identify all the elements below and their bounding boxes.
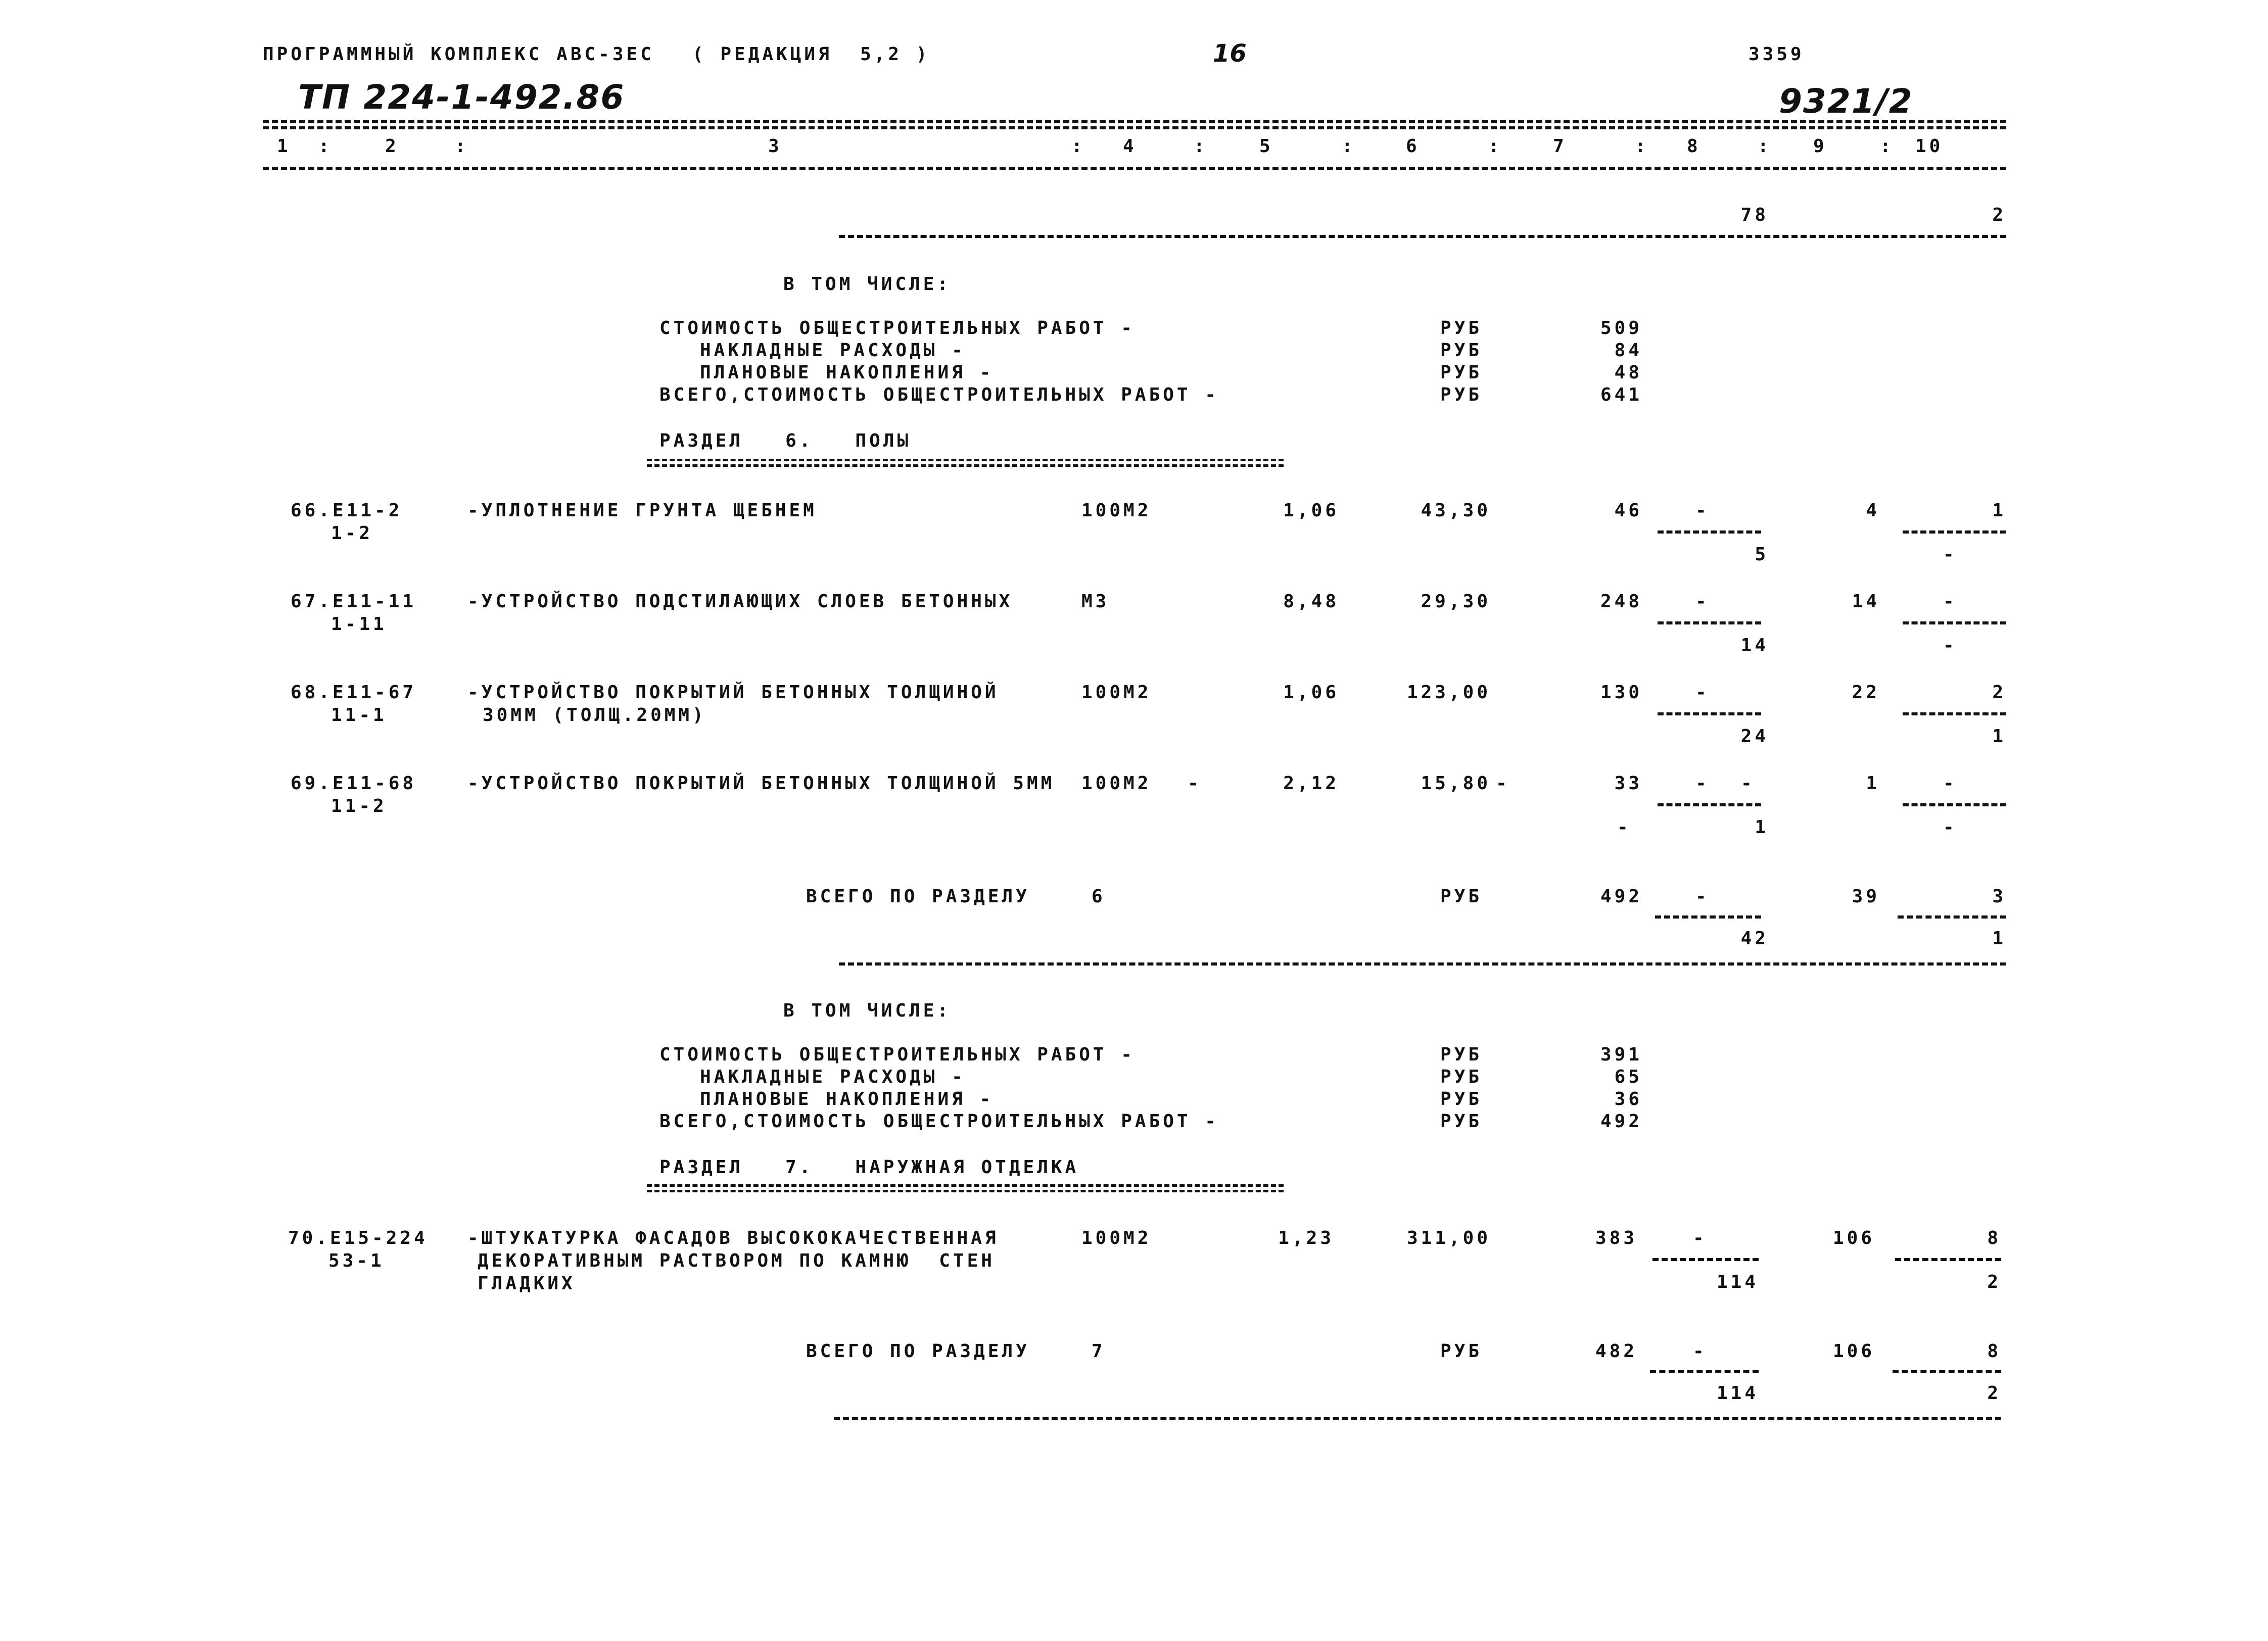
item-col8-under: 24 [1740, 726, 1769, 747]
incl-unit: РУБ [1440, 340, 1483, 361]
incl-label: ВСЕГО,СТОИМОСТЬ ОБЩЕСТРОИТЕЛЬНЫХ РАБОТ - [659, 1111, 1219, 1132]
item-col10-under: 2 [1987, 1272, 2001, 1292]
item-col8: - [1695, 591, 1710, 612]
incl-value: 391 [1600, 1044, 1642, 1065]
incl-label: ВСЕГО,СТОИМОСТЬ ОБЩЕСТРОИТЕЛЬНЫХ РАБОТ - [659, 384, 1219, 405]
incl-label: НАКЛАДНЫЕ РАСХОДЫ - [700, 340, 966, 361]
item-col8-under: 5 [1755, 544, 1769, 565]
fraction-rule [1903, 803, 2006, 806]
section-total-label: ВСЕГО ПО РАЗДЕЛУ [806, 886, 1030, 907]
incl-unit: РУБ [1440, 318, 1483, 339]
col-num-8: 8 [1687, 136, 1701, 157]
col-num-2: 2 [385, 136, 399, 157]
col-num-6: 6 [1406, 136, 1420, 157]
header-rule-bottom [263, 167, 2006, 170]
item-total: 46 [1614, 500, 1642, 521]
section-total-col8: - [1695, 886, 1710, 907]
fraction-rule [1652, 1258, 1759, 1261]
item-col10-under: - [1943, 817, 1957, 838]
item-col10: 2 [1992, 682, 2006, 703]
section-underline [647, 459, 1284, 467]
section-total-col10: 3 [1992, 886, 2006, 907]
col-num-5: 5 [1259, 136, 1273, 157]
col-sep: : [1194, 136, 1208, 157]
item-code: 67.Е11-11 [291, 591, 417, 612]
fraction-rule [1895, 1258, 2001, 1261]
incl-unit: РУБ [1440, 1044, 1483, 1065]
incl-label: СТОИМОСТЬ ОБЩЕСТРОИТЕЛЬНЫХ РАБОТ - [659, 1044, 1135, 1065]
section-total-value: 482 [1595, 1341, 1637, 1362]
incl-unit: РУБ [1440, 1067, 1483, 1087]
item-col8: - [1693, 1228, 1707, 1248]
item-col8: - [1695, 682, 1710, 703]
item-col8-under: 1 [1755, 817, 1769, 838]
col-sep: : [1342, 136, 1356, 157]
item-unit-price: 15,80 [1421, 773, 1491, 794]
item-total: 248 [1600, 591, 1642, 612]
col-sep: : [1880, 136, 1894, 157]
item-description: -УСТРОЙСТВО ПОКРЫТИЙ БЕТОННЫХ ТОЛЩИНОЙ [467, 682, 999, 703]
item-description: -УПЛОТНЕНИЕ ГРУНТА ЩЕБНЕМ [467, 500, 817, 521]
fraction-rule [1658, 621, 1761, 624]
col-sep: : [1758, 136, 1772, 157]
carry-c10: 2 [1992, 205, 2006, 225]
fraction-rule [1903, 621, 2006, 624]
item-col9: 106 [1832, 1228, 1875, 1248]
section-total-number: 7 [1092, 1341, 1106, 1362]
item-code-sub: 1-11 [331, 614, 387, 635]
section-underline [647, 1184, 1284, 1192]
item-quantity: 8,48 [1283, 591, 1339, 612]
fraction-rule [1658, 530, 1761, 534]
section-total-col10: 8 [1987, 1341, 2001, 1362]
section-total-rule [839, 962, 2006, 966]
item-unit-price: 311,00 [1406, 1228, 1491, 1248]
item-total: 33 [1614, 773, 1642, 794]
item-code-sub: 1-2 [331, 523, 373, 544]
section-total-col10-under: 1 [1992, 928, 2006, 949]
item-code-sub: 11-1 [331, 705, 387, 726]
item-col10-under: 1 [1992, 726, 2006, 747]
header-rule-top [263, 120, 2006, 123]
item-col8-under: 14 [1740, 635, 1769, 656]
incl-value: 509 [1600, 318, 1642, 339]
item-unit: 100М2 [1081, 1228, 1152, 1248]
item-col8: - [1695, 773, 1710, 794]
incl-label: ПЛАНОВЫЕ НАКОПЛЕНИЯ - [700, 1089, 994, 1109]
item-unit-price: 43,30 [1421, 500, 1491, 521]
item-col10: 8 [1987, 1228, 2001, 1248]
fraction-rule [1655, 915, 1761, 919]
section-total-number: 6 [1092, 886, 1106, 907]
section-total-unit: РУБ [1440, 1341, 1483, 1362]
item-description: -ШТУКАТУРКА ФАСАДОВ ВЫСОКОКАЧЕСТВЕННАЯ [467, 1228, 999, 1248]
page-number: 16 [1213, 39, 1247, 68]
col-sep: : [455, 136, 469, 157]
fraction-rule [1658, 803, 1761, 806]
section-total-col8: - [1693, 1341, 1707, 1362]
incl-unit: РУБ [1440, 1111, 1483, 1132]
item-total: 130 [1600, 682, 1642, 703]
section-total-label: ВСЕГО ПО РАЗДЕЛУ [806, 1341, 1030, 1362]
item-unit: М3 [1081, 591, 1110, 612]
fraction-rule [1650, 1370, 1759, 1373]
item-col9: 1 [1866, 773, 1880, 794]
item-col7-under: - [1617, 817, 1631, 838]
col-num-7: 7 [1553, 136, 1567, 157]
including-title: В ТОМ ЧИСЛЕ: [783, 274, 952, 295]
item-unit: 100М2 [1081, 773, 1152, 794]
item-description-cont: ДЕКОРАТИВНЫМ РАСТВОРОМ ПО КАМНЮ СТЕН [478, 1250, 995, 1271]
fraction-rule [1898, 915, 2006, 919]
item-col9: 22 [1852, 682, 1880, 703]
item-unit-price: 123,00 [1406, 682, 1491, 703]
fraction-rule [1903, 712, 2006, 715]
item-col9: 4 [1866, 500, 1880, 521]
section-title: РАЗДЕЛ 6. ПОЛЫ [659, 430, 912, 451]
item-col10: - [1943, 591, 1957, 612]
item-unit: 100М2 [1081, 682, 1152, 703]
document-code: ТП 224-1-492.86 [298, 78, 625, 117]
item-code: 69.Е11-68 [291, 773, 417, 794]
section-total-rule [834, 1417, 2001, 1420]
item-col8-extra: - [1741, 773, 1755, 794]
col-sep: : [1488, 136, 1502, 157]
fraction-rule [1658, 712, 1761, 715]
col-sep: : [1635, 136, 1649, 157]
item-mark: - [1496, 773, 1510, 794]
item-col10-under: - [1943, 544, 1957, 565]
section-total-col8-under: 42 [1740, 928, 1769, 949]
section-title: РАЗДЕЛ 7. НАРУЖНАЯ ОТДЕЛКА [659, 1157, 1079, 1178]
item-quantity: 1,06 [1283, 500, 1339, 521]
incl-value: 492 [1600, 1111, 1642, 1132]
item-description: -УСТРОЙСТВО ПОДСТИЛАЮЩИХ СЛОЕВ БЕТОННЫХ [467, 591, 1013, 612]
incl-unit: РУБ [1440, 1089, 1483, 1109]
col-num-10: 10 [1915, 136, 1944, 157]
item-mark: - [1188, 773, 1202, 794]
incl-value: 65 [1614, 1067, 1642, 1087]
program-name: ПРОГРАММНЫЙ КОМПЛЕКС АВС-ЗЕС [263, 44, 654, 65]
section-total-unit: РУБ [1440, 886, 1483, 907]
section-total-col8-under: 114 [1716, 1383, 1759, 1404]
col-sep: : [318, 136, 333, 157]
item-col8: - [1695, 500, 1710, 521]
item-col10-under: - [1943, 635, 1957, 656]
incl-value: 36 [1614, 1089, 1642, 1109]
item-description-cont: 30ММ (ТОЛЩ.20ММ) [483, 705, 706, 726]
item-code: 70.Е15-224 [288, 1228, 428, 1248]
item-quantity: 1,23 [1278, 1228, 1334, 1248]
incl-value: 641 [1600, 384, 1642, 405]
item-quantity: 1,06 [1283, 682, 1339, 703]
col-num-9: 9 [1813, 136, 1827, 157]
col-sep: : [1071, 136, 1085, 157]
fraction-rule [1903, 530, 2006, 534]
incl-label: ПЛАНОВЫЕ НАКОПЛЕНИЯ - [700, 362, 994, 383]
incl-unit: РУБ [1440, 384, 1483, 405]
item-code-sub: 53-1 [328, 1250, 385, 1271]
incl-value: 84 [1614, 340, 1642, 361]
fraction-rule [1893, 1370, 2001, 1373]
incl-label: НАКЛАДНЫЕ РАСХОДЫ - [700, 1067, 966, 1087]
section-total-col9: 106 [1832, 1341, 1875, 1362]
incl-unit: РУБ [1440, 362, 1483, 383]
item-code: 66.Е11-2 [291, 500, 403, 521]
item-description-cont: ГЛАДКИХ [478, 1273, 576, 1294]
item-total: 383 [1595, 1228, 1637, 1248]
item-description: -УСТРОЙСТВО ПОКРЫТИЙ БЕТОННЫХ ТОЛЩИНОЙ 5ММ [467, 773, 1055, 794]
col-num-1: 1 [277, 136, 291, 157]
col-num-3: 3 [768, 136, 782, 157]
section-total-col9: 39 [1852, 886, 1880, 907]
item-col10: - [1943, 773, 1957, 794]
item-col9: 14 [1852, 591, 1880, 612]
item-code: 68.Е11-67 [291, 682, 417, 703]
carry-rule [839, 235, 2006, 238]
carry-c8: 78 [1740, 205, 1769, 225]
item-code-sub: 11-2 [331, 796, 387, 816]
header-rule-top-2 [263, 126, 2006, 129]
section-total-col10-under: 2 [1987, 1383, 2001, 1404]
incl-label: СТОИМОСТЬ ОБЩЕСТРОИТЕЛЬНЫХ РАБОТ - [659, 318, 1135, 339]
incl-value: 48 [1614, 362, 1642, 383]
program-edition: ( РЕДАКЦИЯ 5,2 ) [692, 44, 930, 65]
col-num-4: 4 [1123, 136, 1137, 157]
section-total-value: 492 [1600, 886, 1642, 907]
order-number: 9321/2 [1779, 82, 1913, 121]
including-title: В ТОМ ЧИСЛЕ: [783, 1000, 952, 1021]
item-quantity: 2,12 [1283, 773, 1339, 794]
item-unit-price: 29,30 [1421, 591, 1491, 612]
item-col10: 1 [1992, 500, 2006, 521]
item-col8-under: 114 [1716, 1272, 1759, 1292]
sheet-number: 3359 [1749, 44, 1805, 65]
item-unit: 100М2 [1081, 500, 1152, 521]
